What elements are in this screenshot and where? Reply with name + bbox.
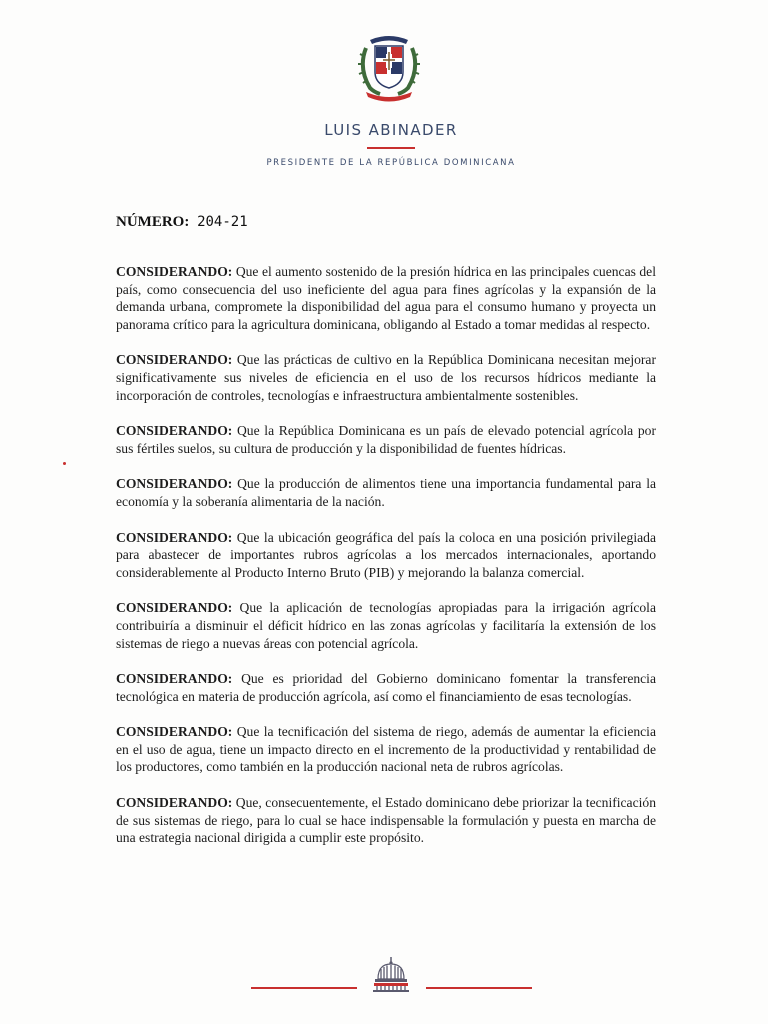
president-name: LUIS ABINADER [324, 121, 458, 139]
considerando-paragraph-2: CONSIDERANDO: Que las prácticas de cultivo en la República Dominicana necesitan mejorar significativamente sus niveles de eficiencia en el uso de los recursos hídricos mediante la incorporación de controles, tecnologías e infraestructura ambientalmente sostenibles. [116, 352, 656, 403]
considerando-paragraph-1: CONSIDERANDO: Que el aumento sostenido de la presión hídrica en las principales cuencas del país, como consecuencia del uso ineficiente del agua para fines agrícolas y la expansión de la demanda urbana, compromete la disponibilidad del agua para el consumo humano y proyecta un panorama crítico para la agricultura dominicana, obligando al Estado a tomar medidas al respecto. [116, 264, 656, 332]
considerando-paragraph-8: CONSIDERANDO: Que la tecnificación del sistema de riego, además de aumentar la eficiencia en el uso de agua, tiene un impacto directo en el incremento de la productividad y rentabilidad de los productores, como también en la producción nacional neta de rubros agrícolas. [116, 724, 656, 775]
considerando-paragraph-9: CONSIDERANDO: Que, consecuentemente, el Estado dominicano debe priorizar la tecnificación de sus sistemas de riego, para lo cual se hace indispensable la formulación y puesta en marcha de una estrategia nacional dirigida a cumplir este propósito. [116, 795, 656, 846]
considerando-paragraph-7: CONSIDERANDO: Que es prioridad del Gobierno dominicano fomentar la transferencia tecnológica en materia de producción agrícola, así como el financiamiento de esas tecnologías. [116, 671, 656, 704]
footer-divider-right [426, 987, 532, 989]
name-underline-divider [367, 147, 415, 149]
coat-of-arms-icon [356, 30, 422, 102]
president-title: PRESIDENTE DE LA REPÚBLICA DOMINICANA [266, 158, 516, 168]
decree-number [116, 214, 248, 231]
document-body [116, 263, 656, 847]
considerando-paragraph-6: CONSIDERANDO: Que la aplicación de tecnologías apropiadas para la irrigación agrícola contribuiría a disminuir el déficit hídrico en las zonas agrícolas y facilitaría la extensión de los sistemas de riego a nuevas áreas con potencial agrícola. [116, 600, 656, 651]
considerando-paragraph-3: CONSIDERANDO: Que la República Dominicana es un país de elevado potencial agrícola por sus fértiles suelos, su cultura de producción y la disponibilidad de fuentes hídricas. [116, 423, 656, 456]
decree-number-value: 204-21 [197, 214, 248, 230]
footer-divider-left [251, 987, 357, 989]
decree-number-label: NÚMERO: [116, 214, 190, 230]
national-palace-dome-icon [370, 955, 412, 993]
stray-ink-mark [63, 462, 66, 465]
considerando-paragraph-4: CONSIDERANDO: Que la producción de alimentos tiene una importancia fundamental para la economía y la soberanía alimentaria de la nación. [116, 476, 657, 509]
considerando-paragraph-5: CONSIDERANDO: Que la ubicación geográfica del país la coloca en una posición privilegiada para abastecer de importantes rubros agrícolas a los mercados internacionales, aportando considerablemente al Producto Interno Bruto (PIB) y mejorando la balanza comercial. [116, 529, 656, 580]
